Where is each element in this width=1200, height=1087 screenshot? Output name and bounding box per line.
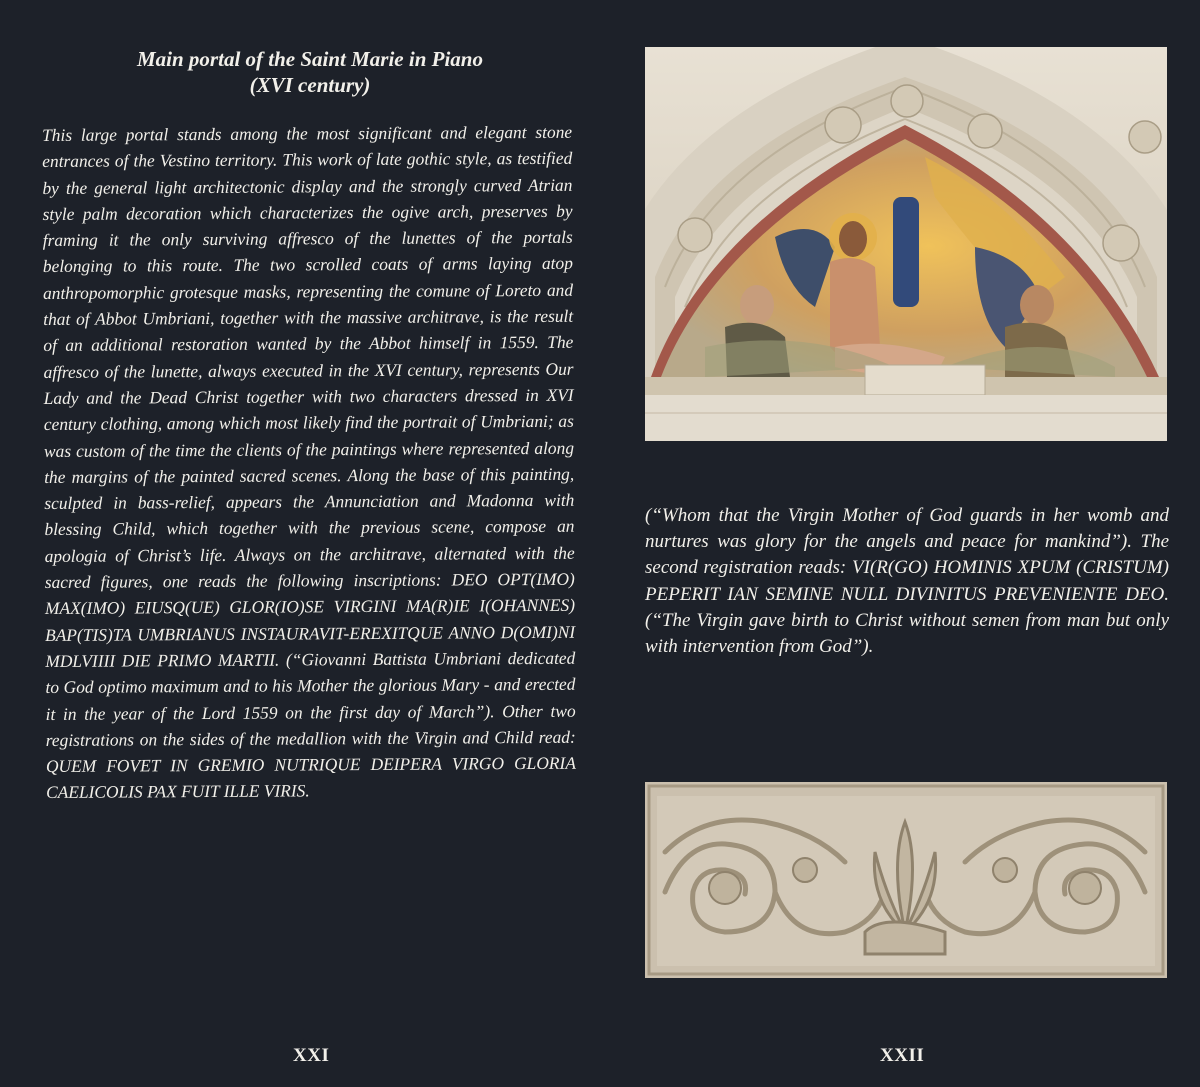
page-number-right: XXII [880, 1045, 925, 1066]
body-text: This large portal stands among the most significant and elegant stone entrances of the Vestino territory. This work of late gothic style, as testified by the general light architectonic display and the strongly curved Atrian style palm decoration which characterizes the ogive arch, preserves by framing it the only surviving affresco of the lunettes of the portals belonging to this route. The two scrolled coats of arms laying atop anthropomorphic grotesque masks, representing the comune of Loreto and that of Abbot Umbriani, together with the massive architrave, is the result of an additional restoration wanted by the Abbot himself in 1559. The affresco of the lunette, always executed in the XVI century, represents Our Lady and the Dead Christ together with two characters dressed in XVI century clothing, among which most likely find the portrait of Umbriani; as was custom of the time the clients of the paintings where represented along the margins of the painted sacred scenes. Along the base of this painting, sculpted in bass-relief, appears the Annunciation and Madonna with blessing Child, which together with the previous scene, compose an apologia of Christ’s life. Always on the architrave, alternated with the sacred figures, one reads the following inscriptions: DEO OPT(IMO) MAX(IMO) EIUSQ(UE) GLOR(IO)SE VIRGINI MA(R)IE I(OHANNES) BAP(TIS)TA UMBRIANUS INSTAURAVIT-EREXITQUE ANNO D(OMI)NI MDLVIIII DIE PRIMO MARTII. (“Giovanni Battista Umbriani dedicated to God optimo maximum and to his Mother the glorious Mary - and erected it in the year of the Lord 1559 on the first day of March”). Other two registrations on the sides of the medallion with the Virgin and Child read: QUEM FOVET IN GREMIO NUTRIQUE DEIPERA VIRGO GLORIA CAELICOLIS PAX FUIT ILLE VIRIS. [42, 121, 576, 803]
right-page [600, 0, 1200, 1087]
page-number-left: XXI [293, 1045, 330, 1066]
page-title: Main portal of the Saint Marie in Piano [137, 47, 483, 71]
inscription-translation-text: (“Whom that the Virgin Mother of God guards in her womb and nurtures was glory for the angels and peace for mankind”). The second registration reads: VI(R(GO) HOMINIS XPUM (CRISTUM) PEPERIT IAN SEMINE NULL DIVINITUS PREVENIENTE DEO. (“The Virgin gave birth to Christ without semen from man but only with intervention from God”). [645, 505, 1169, 658]
page-subtitle: (XVI century) [249, 73, 371, 97]
lunette-fresco-photo [645, 47, 1167, 441]
stone-relief-photo [645, 782, 1167, 978]
